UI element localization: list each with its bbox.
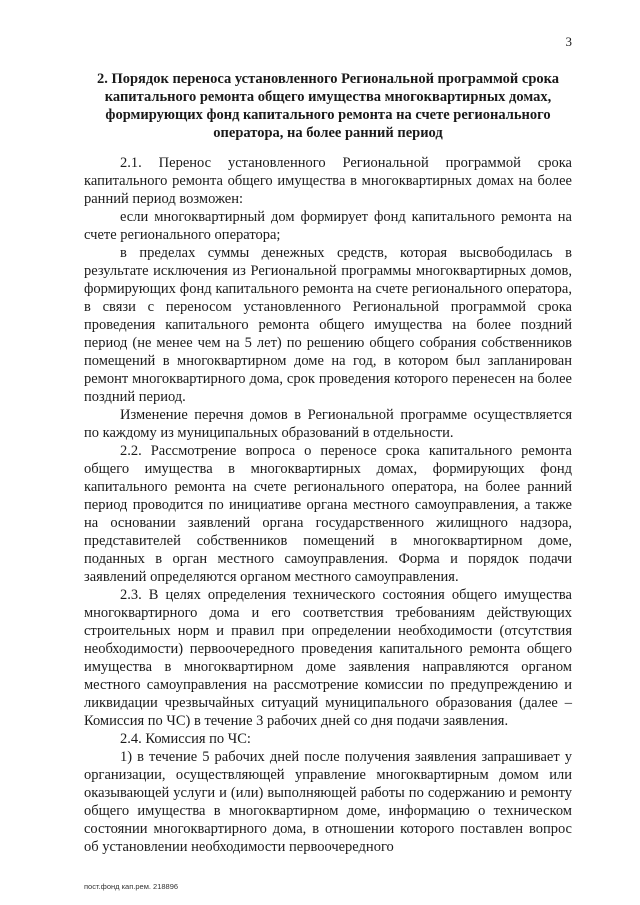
- paragraph-condition-1: если многоквартирный дом формирует фонд капитального ремонта на счете регионального оператора;: [84, 209, 572, 243]
- paragraph-2-2: 2.2. Рассмотрение вопроса о переносе срока капитального ремонта общего имущества в многоквартирных домах, формирующих фонд капитального ремонта на счете регионального оператора, на более ранний период проводится по инициативе органа местного самоуправления, а также на основании заявлений органа государственного жилищного надзора, представителей собственников помещений в многоквартирном доме, поданных в орган местного самоуправления. Форма и порядок подачи заявлений определяются органом местного самоуправления.: [84, 443, 572, 585]
- body-text: [84, 154, 572, 856]
- section-title: 2. Порядок переноса установленного Региональной программой срока капитального ремонта общего имущества многоквартирных домах, формирующих фонд капитального ремонта на счете регионального оператора, на более ранний период: [96, 71, 560, 141]
- paragraph-condition-2: в пределах суммы денежных средств, которая высвободилась в результате исключения из Региональной программы многоквартирных домов, формирующих фонд капитального ремонта на счете регионального оператора, в связи с переносом установленного Региональной программой срока проведения капитального ремонта общего имущества на более поздний период (не менее чем на 5 лет) по решению общего собрания собственников помещений в многоквартирном доме на год, в котором был запланирован ремонт многоквартирного дома, срок проведения которого перенесен на более поздний период.: [84, 245, 572, 405]
- paragraph-2-3: 2.3. В целях определения технического состояния общего имущества многоквартирного дома и его соответствия требованиям действующих строительных норм и правил при определении необходимости (отсутствия необходимости) первоочередного проведения капитального ремонта общего имущества в многоквартирном доме заявления направляются органом местного самоуправления на рассмотрение комиссии по предупреждению и ликвидации чрезвычайных ситуаций муниципального образования (далее – Комиссия по ЧС) в течение 3 рабочих дней со дня подачи заявления.: [84, 587, 572, 729]
- footer-code: пост.фонд кап.рем. 218896: [84, 882, 179, 891]
- page-number: 3: [565, 34, 572, 49]
- paragraph-list-change: Изменение перечня домов в Региональной программе осуществляется по каждому из муниципальных образований в отдельности.: [84, 407, 572, 441]
- paragraph-2-4: 2.4. Комиссия по ЧС:: [120, 731, 251, 747]
- paragraph-2-1: 2.1. Перенос установленного Региональной программой срока капитального ремонта общего имущества в многоквартирных домах на более ранний период возможен:: [84, 155, 572, 207]
- paragraph-2-4-1: 1) в течение 5 рабочих дней после получения заявления запрашивает у организации, осуществляющей управление многоквартирным домом или оказывающей услуги и (или) выполняющей работы по содержанию и ремонту общего имущества в многоквартирном доме, информацию о техническом состоянии многоквартирного дома, в отношении которого поставлен вопрос об установлении необходимости первоочередного: [84, 749, 572, 855]
